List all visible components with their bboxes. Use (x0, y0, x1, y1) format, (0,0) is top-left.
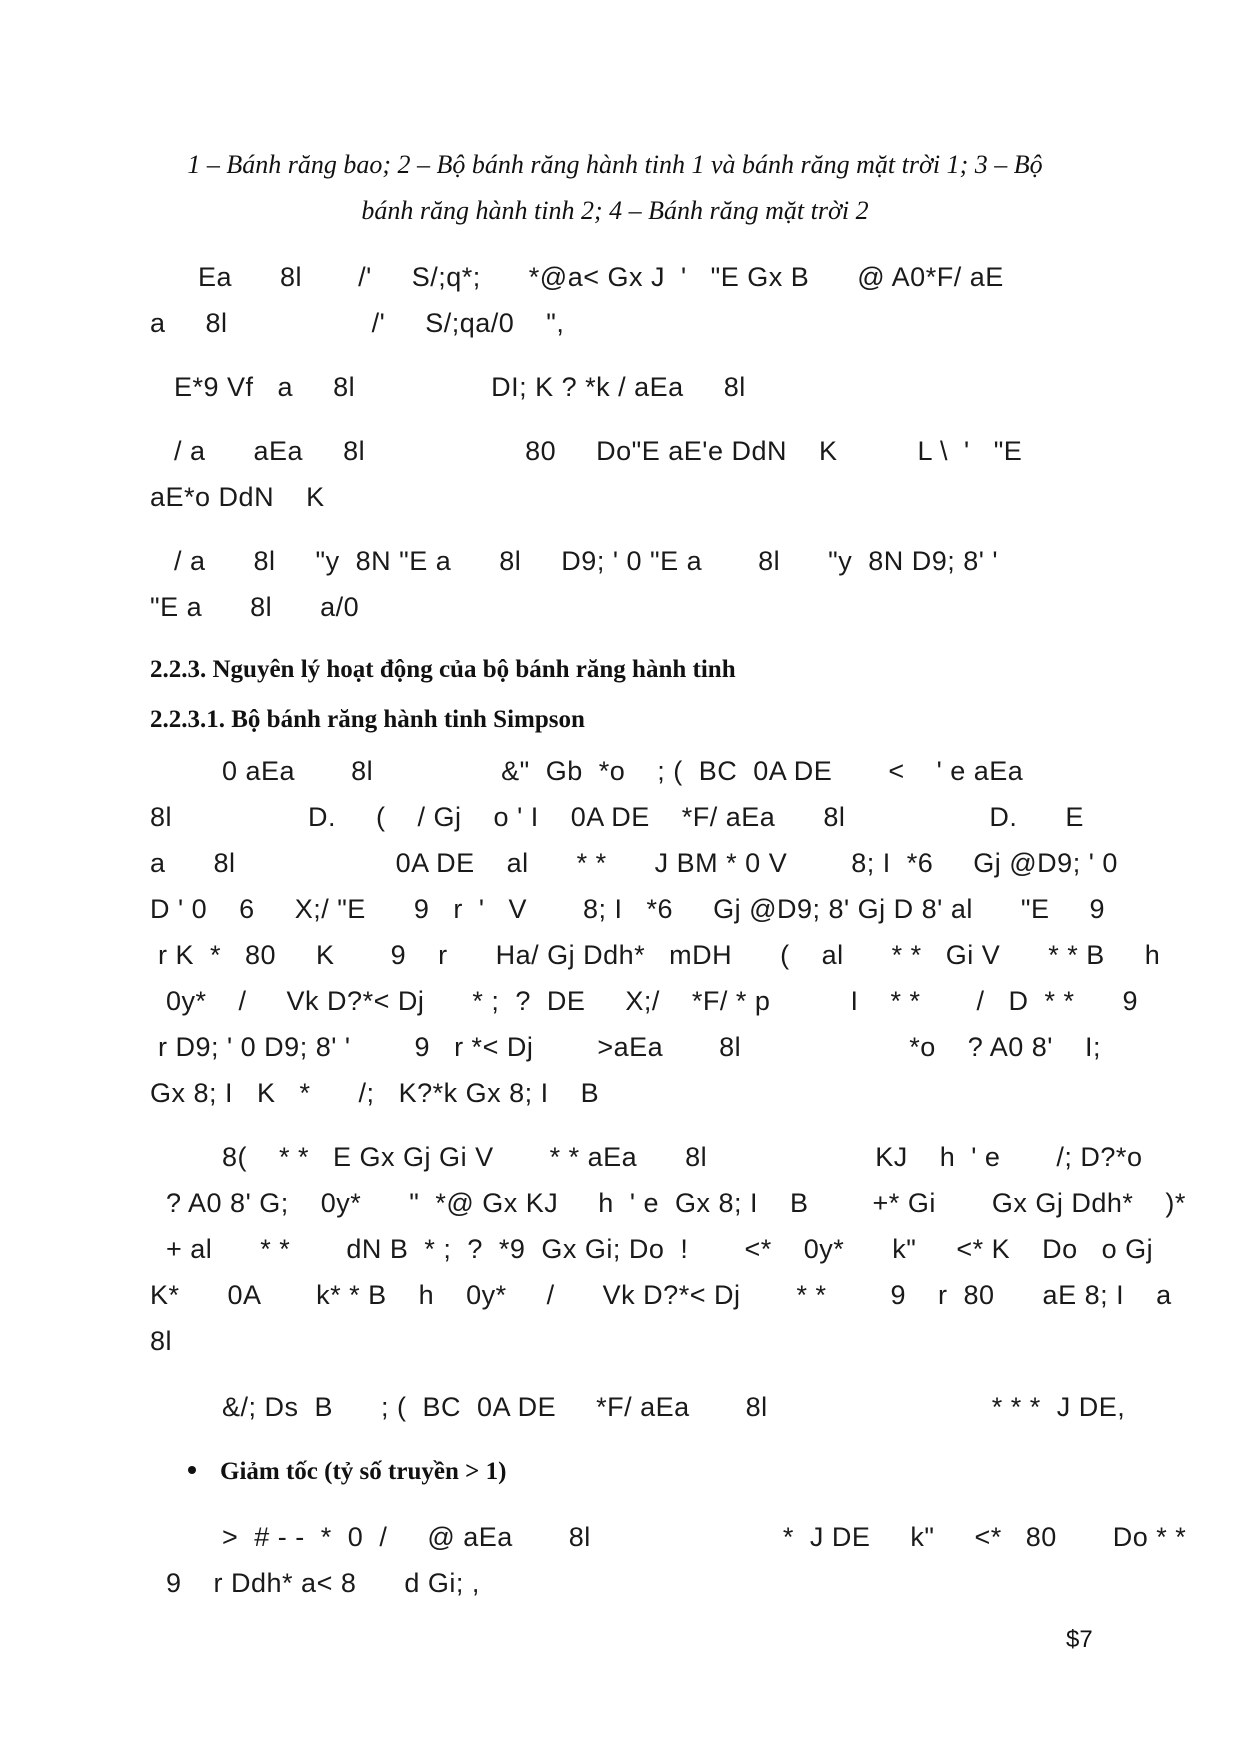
paragraph-4-line-1: / a 8l "y 8N "E a 8l D9; ' 0 "E a 8l "y 8N D9; 8' ' (150, 546, 999, 576)
paragraph-6-line-1: 8( * * E Gx Gj Gi V * * aEa 8l KJ h ' e /; D?*o (150, 1142, 1143, 1172)
paragraph-6-line-4: K* 0A k* * B h 0y* / Vk D?*< Dj * * 9 r 80 aE 8; I a (150, 1280, 1172, 1310)
paragraph-5-line-1: 0 aEa 8l &" Gb *o ; ( BC 0A DE < ' e aEa (150, 756, 1024, 786)
paragraph-5-line-3: a 8l 0A DE al * * J BM * 0 V 8; I *6 Gj @D9; ' 0 (150, 848, 1118, 878)
bullet-item (188, 1458, 506, 1486)
paragraph-6-line-2: ? A0 8' G; 0y* " *@ Gx KJ h ' e Gx 8; I B +* Gi Gx Gj Ddh* )* (150, 1188, 1186, 1218)
paragraph-1-line-2: a 8l /' S/;qa/0 ", (150, 308, 565, 338)
paragraph-3-line-2: aE*o DdN K (150, 482, 325, 512)
paragraph-5-line-8: Gx 8; I K * /; K?*k Gx 8; I B (150, 1078, 600, 1108)
paragraph-5-line-2: 8l D. ( / Gj o ' I 0A DE *F/ aEa 8l D. E (150, 802, 1084, 832)
paragraph-6-line-5: 8l (150, 1326, 173, 1356)
caption-line-1: 1 – Bánh răng bao; 2 – Bộ bánh răng hành tinh 1 và bánh răng mặt trời 1; 3 – Bộ (187, 150, 1043, 179)
figure-caption (150, 142, 1080, 234)
paragraph-6-line-3: + al * * dN B * ; ? *9 Gx Gi; Do ! <* 0y* k" <* K Do o Gj (150, 1234, 1154, 1264)
paragraph-5-line-5: r K * 80 K 9 r Ha/ Gj Ddh* mDH ( al * * Gi V * * B h (150, 940, 1161, 970)
paragraph-2-line-1: E*9 Vf a 8l DI; K ? *k / aEa 8l (150, 372, 746, 402)
paragraph-8-line-2: 9 r Ddh* a< 8 d Gi; , (150, 1568, 480, 1598)
paragraph-5-line-4: D ' 0 6 X;/ "E 9 r ' V 8; I *6 Gj @D9; 8' Gj D 8' al "E 9 (150, 894, 1105, 924)
bullet-text: Giảm tốc (tỷ số truyền > 1) (220, 1458, 507, 1485)
paragraph-1-line-1: Ea 8l /' S/;q*; *@a< Gx J ' "E Gx B @ A0*F/ aE (150, 262, 1004, 292)
paragraph-4-line-2: "E a 8l a/0 (150, 592, 360, 622)
caption-line-2: bánh răng hành tinh 2; 4 – Bánh răng mặt trời 2 (361, 196, 869, 225)
bullet-dot-icon (188, 1466, 196, 1474)
page-number: $7 (1066, 1626, 1093, 1653)
paragraph-7-line-1: &/; Ds B ; ( BC 0A DE *F/ aEa 8l * * * J DE, (150, 1392, 1126, 1422)
paragraph-5-line-7: r D9; ' 0 D9; 8' ' 9 r *< Dj >aEa 8l *o ? A0 8' I; (150, 1032, 1101, 1062)
subsection-heading: 2.2.3.1. Bộ bánh răng hành tinh Simpson (150, 706, 585, 733)
section-heading: 2.2.3. Nguyên lý hoạt động của bộ bánh răng hành tinh (150, 656, 736, 683)
paragraph-3-line-1: / a aEa 8l 80 Do"E aE'e DdN K L \ ' "E (150, 436, 1023, 466)
paragraph-5-line-6: 0y* / Vk D?*< Dj * ; ? DE X;/ *F/ * p I * * / D * * 9 (150, 986, 1139, 1016)
paragraph-8-line-1: > # - - * 0 / @ aEa 8l * J DE k" <* 80 Do * * (150, 1522, 1187, 1552)
